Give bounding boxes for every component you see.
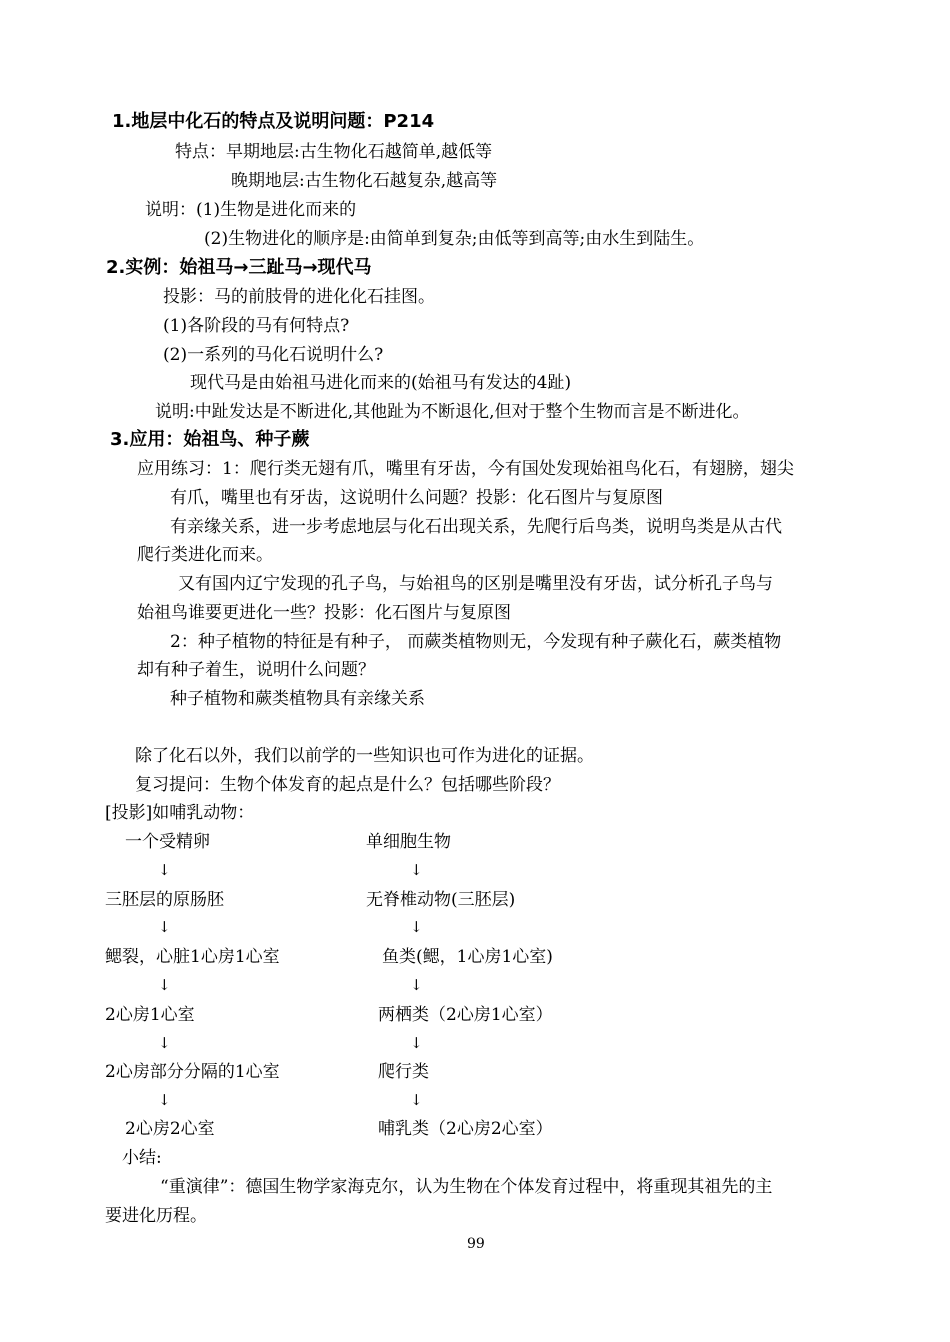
right-stage-5: 爬行类 — [378, 1062, 429, 1082]
section3-exercise1b-line2: 始祖鸟谁要更进化一些？投影：化石图片与复原图 — [137, 603, 511, 623]
section3-heading: 3.应用：始祖鸟、种子蕨 — [110, 429, 310, 450]
right-stage-2: 无脊椎动物(三胚层) — [366, 890, 516, 910]
right-stage-6: 哺乳类（2心房2心室） — [378, 1119, 553, 1139]
paragraph-evidence: 除了化石以外，我们以前学的一些知识也可作为进化的证据。 — [135, 746, 594, 766]
left-arrow-1: ↓ — [158, 861, 171, 879]
summary-label: 小结: — [122, 1148, 162, 1168]
section3-exercise1-answer-line2: 爬行类进化而来。 — [137, 545, 273, 565]
right-arrow-2: ↓ — [410, 918, 423, 936]
left-stage-1: 一个受精卵 — [125, 832, 210, 852]
section1-features-early: 特点：早期地层:古生物化石越简单,越低等 — [175, 142, 493, 162]
paragraph-review-question: 复习提问：生物个体发育的起点是什么？包括哪些阶段？ — [135, 775, 560, 795]
page-number: 99 — [467, 1236, 485, 1252]
section2-answer: 现代马是由始祖马进化而来的(始祖马有发达的4趾) — [190, 373, 572, 393]
section2-question-2: (2)一系列的马化石说明什么? — [163, 345, 384, 365]
section2-heading: 2.实例：始祖马→三趾马→现代马 — [106, 257, 372, 278]
left-stage-2: 三胚层的原肠胚 — [105, 890, 224, 910]
section3-exercise2-answer: 种子植物和蕨类植物具有亲缘关系 — [170, 689, 425, 709]
left-stage-4: 2心房1心室 — [105, 1005, 195, 1025]
right-stage-3: 鱼类(鳃，1心房1心室) — [382, 947, 553, 967]
summary-line1: “重演律”：德国生物学家海克尔，认为生物在个体发育过程中，将重现其祖先的主 — [160, 1177, 773, 1197]
section3-exercise1-answer-line1: 有亲缘关系，进一步考虑地层与化石出现关系，先爬行后鸟类，说明鸟类是从古代 — [170, 517, 782, 537]
right-stage-1: 单细胞生物 — [366, 832, 451, 852]
section1-explain-1: 说明：(1)生物是进化而来的 — [145, 200, 357, 220]
left-stage-5: 2心房部分分隔的1心室 — [105, 1062, 280, 1082]
right-stage-4: 两栖类（2心房1心室） — [378, 1005, 553, 1025]
right-arrow-3: ↓ — [410, 976, 423, 994]
summary-line2: 要进化历程。 — [105, 1206, 207, 1226]
section3-exercise1-line1: 应用练习：1：爬行类无翅有爪，嘴里有牙齿，今有国处发现始祖鸟化石，有翅膀，翅尖 — [137, 459, 794, 479]
right-arrow-1: ↓ — [410, 861, 423, 879]
section1-features-late: 晚期地层:古生物化石越复杂,越高等 — [231, 171, 498, 191]
right-arrow-5: ↓ — [410, 1091, 423, 1109]
left-stage-6: 2心房2心室 — [125, 1119, 215, 1139]
section3-exercise2-line1: 2：种子植物的特征是有种子， 而蕨类植物则无，今发现有种子蕨化石，蕨类植物 — [170, 632, 782, 652]
right-arrow-4: ↓ — [410, 1034, 423, 1052]
section1-explain-2: (2)生物进化的顺序是:由简单到复杂;由低等到高等;由水生到陆生。 — [204, 229, 705, 249]
left-arrow-2: ↓ — [158, 918, 171, 936]
section2-explain: 说明:中趾发达是不断进化,其他趾为不断退化,但对于整个生物而言是不断进化。 — [155, 402, 750, 422]
section2-projection: 投影：马的前肢骨的进化化石挂图。 — [163, 287, 435, 307]
paragraph-projection: [投影]如哺乳动物： — [105, 803, 255, 823]
left-arrow-5: ↓ — [158, 1091, 171, 1109]
section3-exercise1b-line1: 又有国内辽宁发现的孔子鸟，与始祖鸟的区别是嘴里没有牙齿，试分析孔子鸟与 — [178, 574, 773, 594]
left-arrow-3: ↓ — [158, 976, 171, 994]
left-arrow-4: ↓ — [158, 1034, 171, 1052]
section3-exercise2-line2: 却有种子着生，说明什么问题？ — [137, 660, 375, 680]
section3-exercise1-line2: 有爪，嘴里也有牙齿，这说明什么问题？投影：化石图片与复原图 — [170, 488, 663, 508]
left-stage-3: 鳃裂，心脏1心房1心室 — [105, 947, 280, 967]
section1-heading: 1.地层中化石的特点及说明问题：P214 — [112, 111, 435, 132]
section2-question-1: (1)各阶段的马有何特点? — [163, 316, 350, 336]
